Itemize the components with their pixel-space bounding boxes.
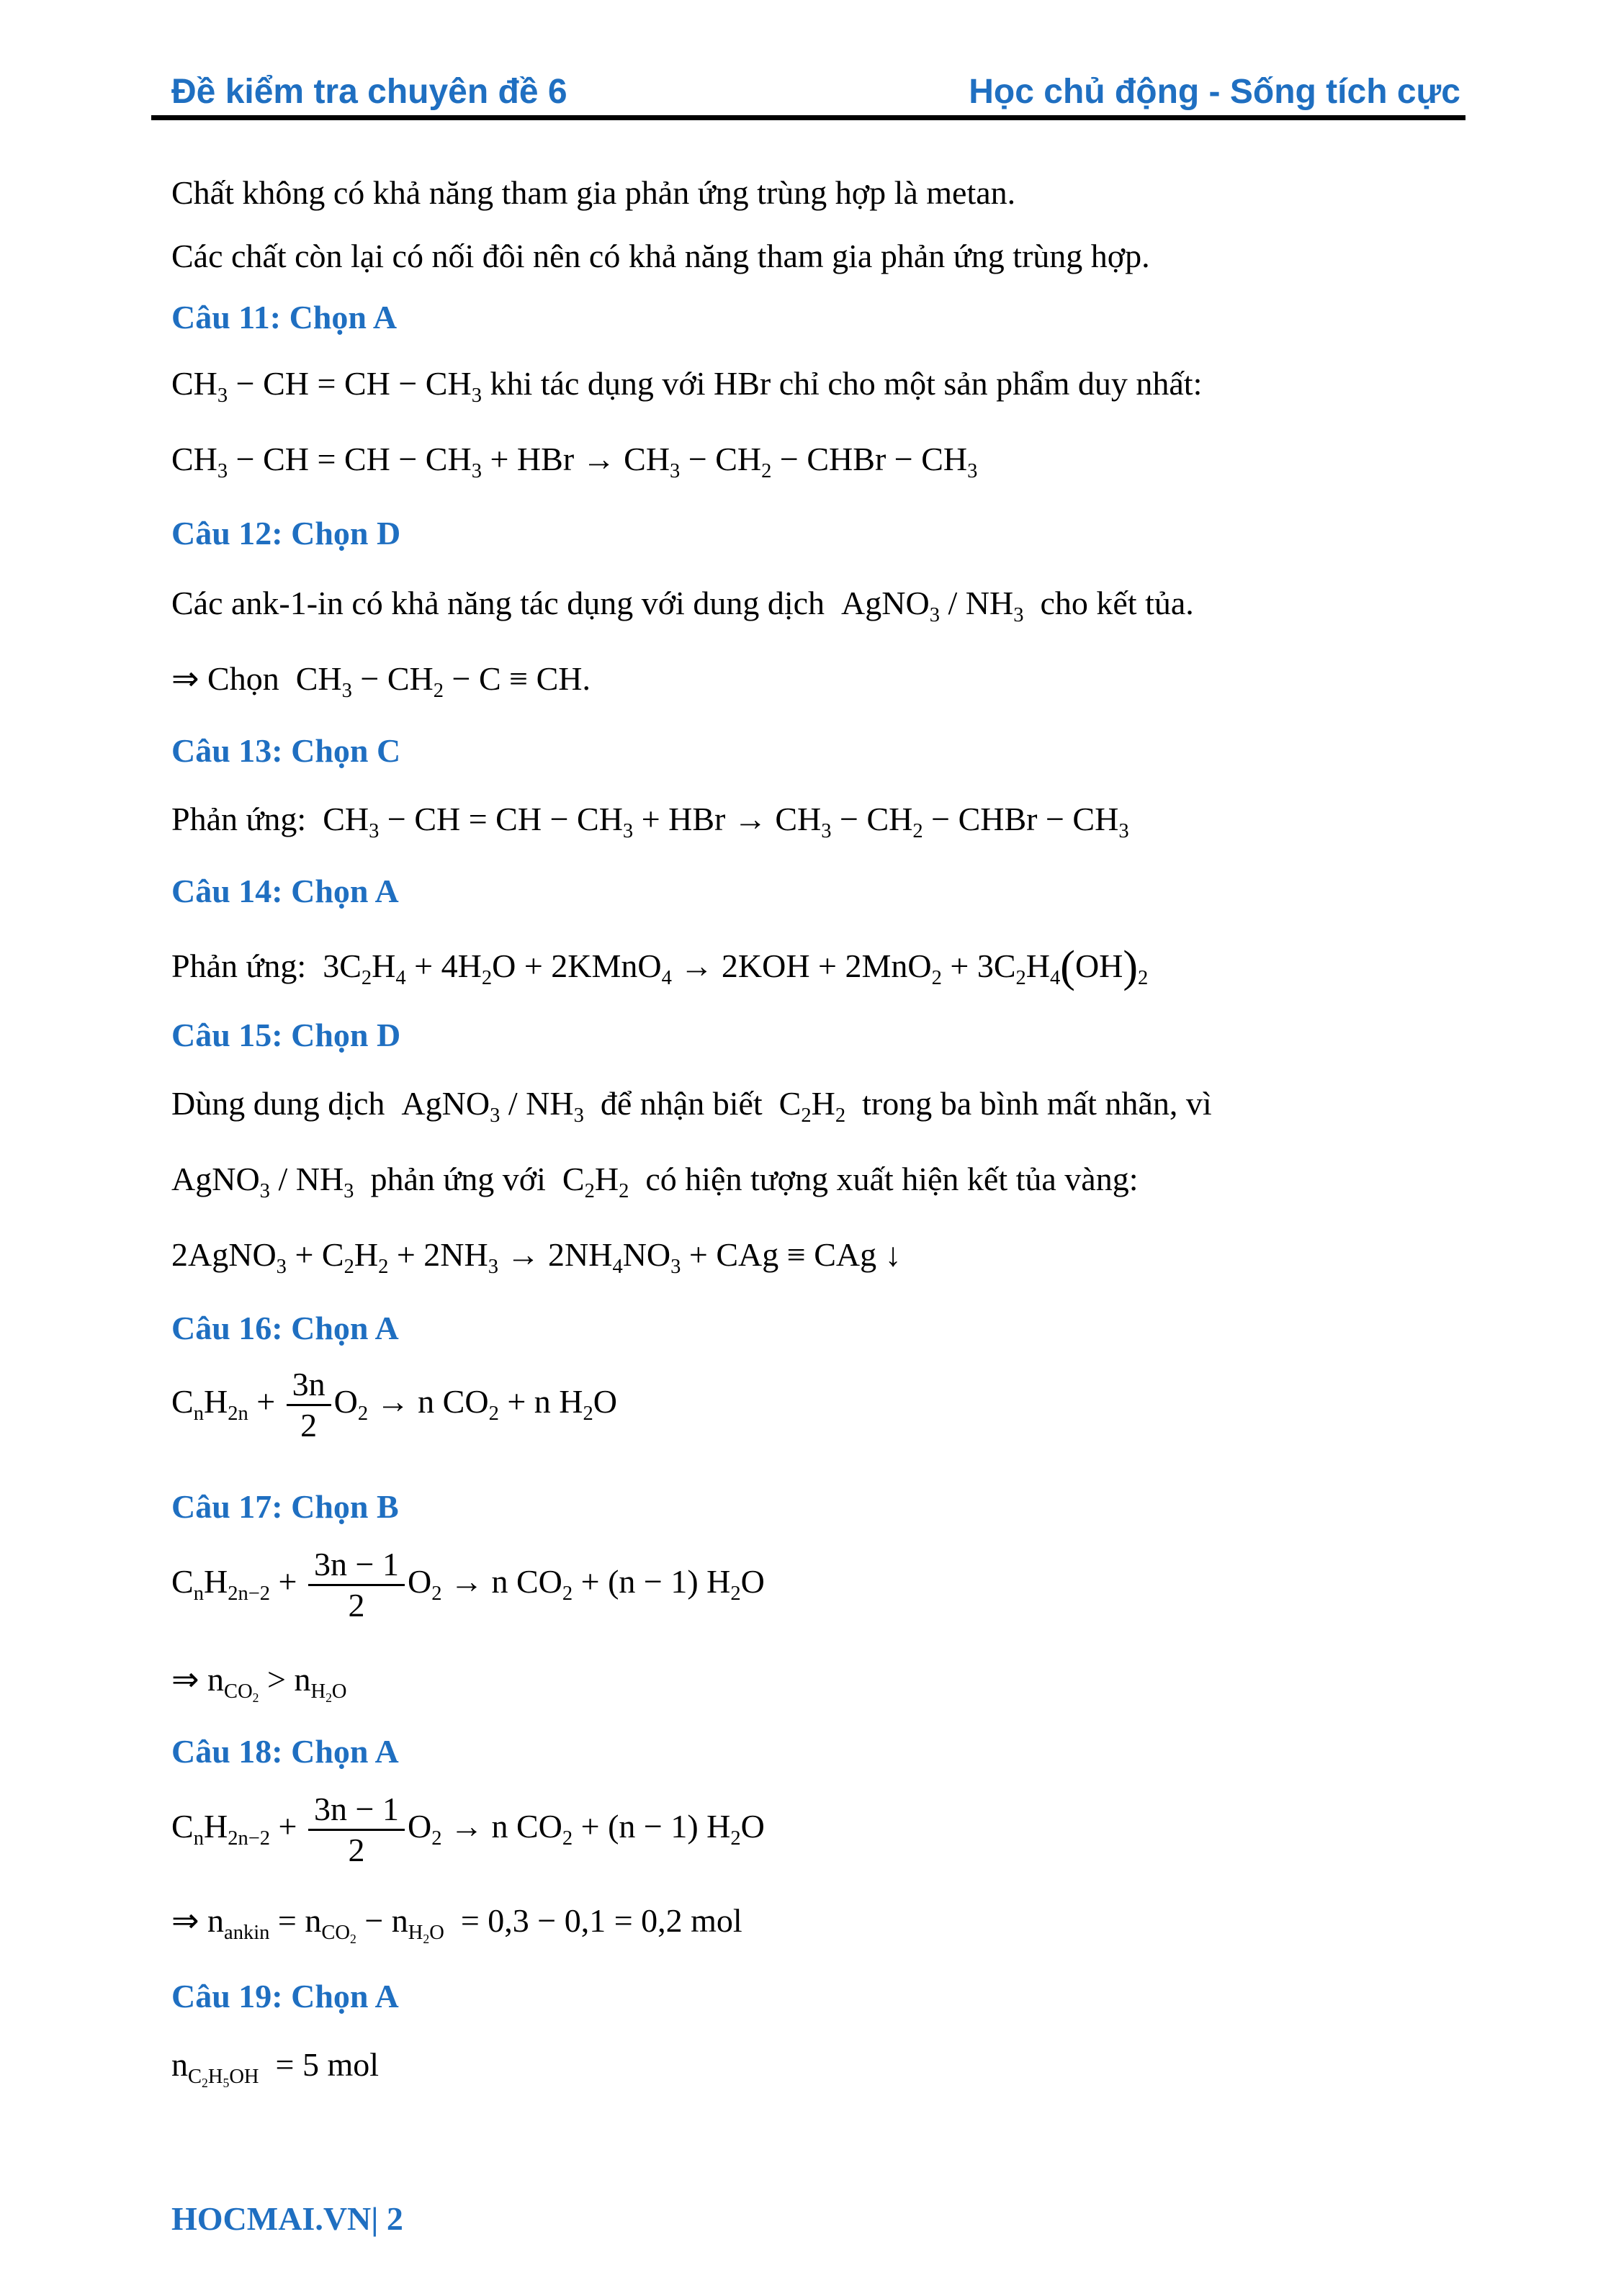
- q11-title: Câu 11: Chọn A: [171, 299, 398, 336]
- page-footer: HOCMAI.VN| 2: [171, 2200, 403, 2237]
- intro-line-1: Chất không có khả năng tham gia phản ứng trùng hợp là metan.: [171, 174, 1016, 211]
- q18-title: Câu 18: Chọn A: [171, 1733, 399, 1770]
- q15-line-2: [171, 1161, 1139, 1202]
- q19-formula: $n_{C_2H_5OH}$: [171, 2046, 259, 2091]
- q13-title: Câu 13: Chọn C: [171, 732, 401, 769]
- q18-result: = 0,3 − 0,1 = 0,2 mol: [460, 1902, 742, 1939]
- q15-c2h2: $C_2H_2$: [771, 1085, 846, 1127]
- intro-line-2: Các chất còn lại có nối đôi nên có khả năng tham gia phản ứng trùng hợp.: [171, 238, 1150, 274]
- q17-equation: $C_nH_{2n-2}$ + $\frac{3n - 1}{2}$ $O_2 \to n$ $CO_2 + (n - 1)$ $H_2O$: [171, 1546, 765, 1624]
- q14-title: Câu 14: Chọn A: [171, 873, 399, 909]
- q11-formula: $CH_3$ − CH = CH − $CH_3$: [171, 365, 482, 407]
- q18-conclusion: [171, 1902, 742, 1947]
- q16-equation: $C_nH_{2n}$ + $\frac{3n}{2}$ $O_2 \to n$ $CO_2 + n$ $H_2O$: [171, 1366, 617, 1444]
- q15-text-b: để nhận biết: [600, 1085, 763, 1122]
- q12-statement: [171, 585, 1194, 626]
- q14-equation: $3C_2H_4 + 4H_2O$ + 2KMnO$_4$ → $2KOH + 2MnO_2 + 3C_2H_4(OH)_2$: [314, 942, 1149, 991]
- header-rule: [151, 115, 1465, 120]
- q15-text-e: có hiện tượng xuất hiện kết tủa vàng:: [645, 1161, 1139, 1197]
- q15-text-d: phản ứng với: [370, 1161, 546, 1197]
- header-title: Đề kiểm tra chuyên đề 6: [171, 73, 567, 111]
- q12-choose: ⇒ Chọn: [171, 660, 279, 697]
- q12-text-b: cho kết tủa.: [1040, 585, 1194, 621]
- q15-text-a: Dùng dung dịch: [171, 1085, 385, 1122]
- q11-text: khi tác dụng với HBr chỉ cho một sản phẩm duy nhất:: [490, 365, 1203, 402]
- q17-conclusion: ⇒ $n_{CO_2} > n_{H_2O}$: [171, 1661, 347, 1706]
- q15-line-1: [171, 1085, 1212, 1127]
- q16-fraction: $\frac{3n}{2}$: [287, 1368, 331, 1442]
- q13-reaction: [171, 801, 1129, 842]
- q19-title: Câu 19: Chọn A: [171, 1978, 399, 2014]
- q15-text-c: trong ba bình mất nhãn, vì: [862, 1085, 1212, 1122]
- q18-fraction: $\frac{3n - 1}{2}$: [308, 1793, 405, 1867]
- q11-equation: $CH_3$ − CH = CH − $CH_3$ + HBr → $CH_3 - CH_2$ − CHBr − $CH_3$: [171, 441, 978, 482]
- q15-title: Câu 15: Chọn D: [171, 1017, 401, 1053]
- q15-reagent: AgNO$_3$ / $NH_3$: [392, 1085, 584, 1127]
- q18-equation: $C_nH_{2n-2}$ + $\frac{3n - 1}{2}$ $O_2 \to n$ $CO_2 + (n - 1)$ $H_2O$: [171, 1791, 765, 1868]
- q16-title: Câu 16: Chọn A: [171, 1310, 399, 1346]
- q13-label: Phản ứng:: [171, 801, 307, 837]
- q19-result: = 5 mol: [275, 2046, 380, 2083]
- q13-equation: $CH_3$ − CH = CH − $CH_3$ + HBr → $CH_3 - CH_2$ − CHBr − $CH_3$: [314, 801, 1129, 842]
- q12-formula: $CH_3 - CH_2 - C$ ≡ CH.: [287, 660, 591, 702]
- q18-formula: ⇒ $n_{ankin} = n_{CO_2} - n_{H_2O}$: [171, 1902, 444, 1947]
- q15-reagent-2: AgNO$_3$ / $NH_3$: [171, 1161, 354, 1202]
- q14-reaction: [171, 942, 1149, 991]
- q19-line: [171, 2046, 380, 2091]
- q17-title: Câu 17: Chọn B: [171, 1488, 399, 1525]
- q11-statement: [171, 365, 1203, 407]
- q15-equation: 2AgNO$_3$ + $C_2H_2 + 2NH_3 \to 2NH_4NO_3$ + CAg ≡ CAg ↓: [171, 1236, 902, 1278]
- q12-text-a: Các ank-1-in có khả năng tác dụng với dung dịch: [171, 585, 825, 621]
- q15-c2h2-2: $C_2H_2$: [554, 1161, 629, 1202]
- q12-title: Câu 12: Chọn D: [171, 515, 401, 552]
- q17-fraction: $\frac{3n - 1}{2}$: [308, 1548, 405, 1622]
- q12-choice: [171, 660, 591, 702]
- q12-reagent: AgNO$_3$ / $NH_3$: [832, 585, 1024, 626]
- q14-label: Phản ứng:: [171, 947, 307, 984]
- header-slogan: Học chủ động - Sống tích cực: [969, 73, 1460, 111]
